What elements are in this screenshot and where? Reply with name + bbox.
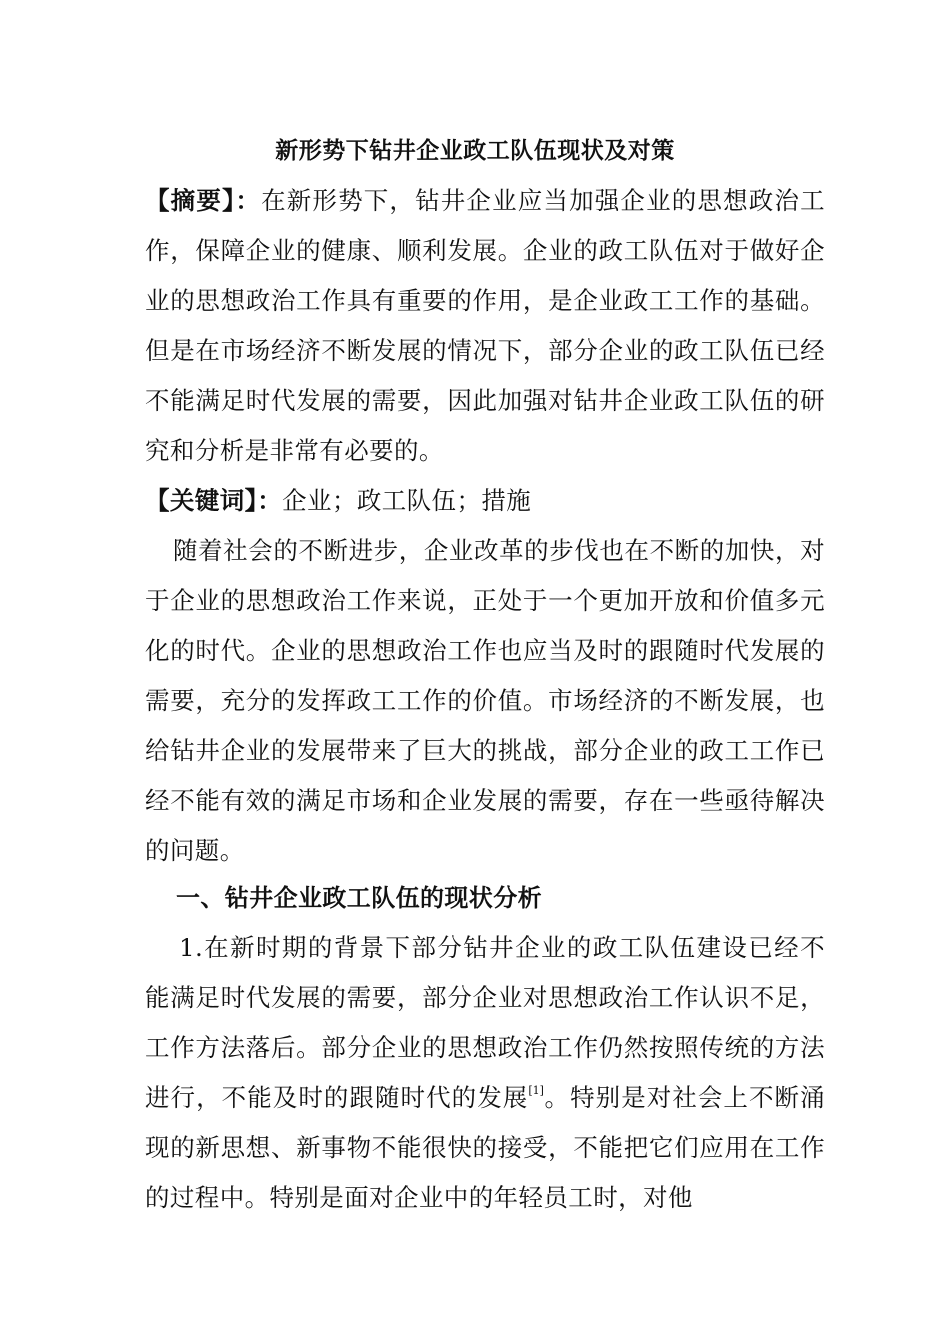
section-paragraph [145, 923, 825, 1223]
intro-paragraph: 随着社会的不断进步，企业改革的步伐也在不断的加快，对于企业的思想政治工作来说，正处于一个更加开放和价值多元化的时代。企业的思想政治工作也应当及时的跟随时代发展的需要，充分的发挥政工工作的价值。市场经济的不断发展，也给钻井企业的发展带来了巨大的挑战，部分企业的政工工作已经不能有效的满足市场和企业发展的需要，存在一些亟待解决的问题。 [145, 536, 825, 865]
abstract-text: 在新形势下，钻井企业应当加强企业的思想政治工作，保障企业的健康、顺利发展。企业的政工队伍对于做好企业的思想政治工作具有重要的作用，是企业政工工作的基础。但是在市场经济不断发展的情况下，部分企业的政工队伍已经不能满足时代发展的需要，因此加强对钻井企业政工队伍的研究和分析是非常有必要的。 [145, 186, 825, 465]
keywords-label: 【关键词】： [145, 486, 283, 515]
abstract-paragraph [145, 176, 825, 476]
keywords-paragraph [145, 476, 825, 526]
document-title: 新形势下钻井企业政工队伍现状及对策 [275, 137, 675, 164]
keywords-text: 企业；政工队伍；措施 [282, 486, 532, 515]
paragraph-text-after-ref: 。特别是对社会上不断涌现的新思想、新事物不能很快的接受，不能把它们应用在工作的过程中。特别是面对企业中的年轻员工时，对他 [145, 1083, 825, 1212]
section-heading: 一、钻井企业政工队伍的现状分析 [176, 883, 542, 912]
citation-reference: [1] [528, 1084, 544, 1097]
paragraph-text-before-ref: 1.在新时期的背景下部分钻井企业的政工队伍建设已经不能满足时代发展的需要，部分企业对思想政治工作认识不足，工作方法落后。部分企业的思想政治工作仍然按照传统的方法进行，不能及时的跟随时代的发展 [145, 933, 825, 1112]
abstract-label: 【摘要】： [145, 186, 262, 215]
